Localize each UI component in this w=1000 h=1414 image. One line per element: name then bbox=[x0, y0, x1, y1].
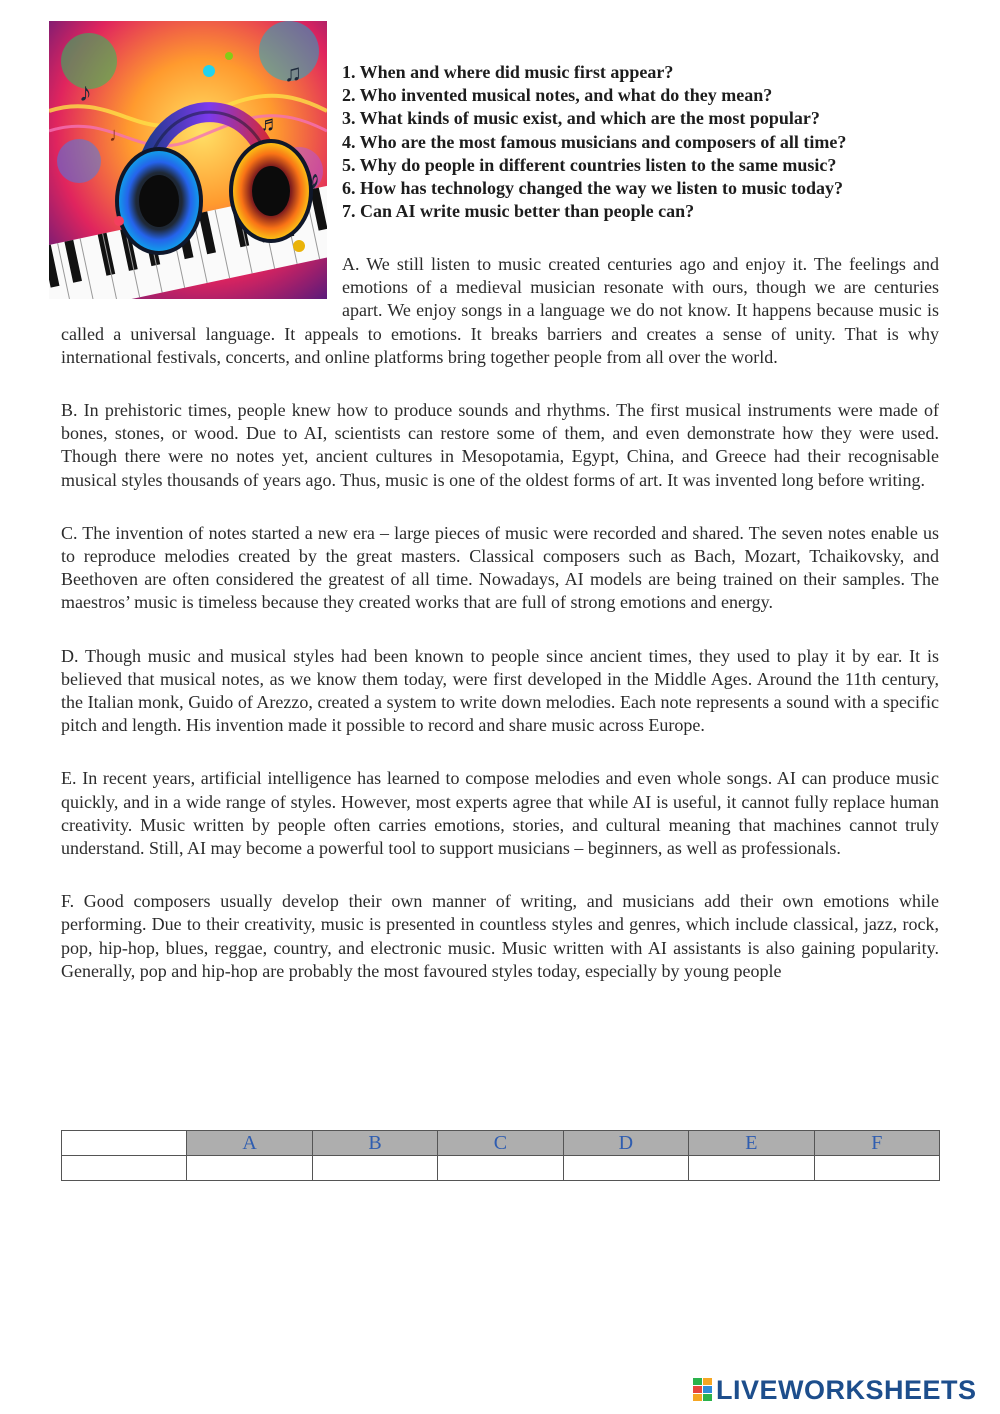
answer-cell-f[interactable] bbox=[814, 1156, 939, 1181]
question-item: 6. How has technology changed the way we listen to music today? bbox=[342, 178, 844, 199]
answer-table bbox=[61, 1130, 940, 1181]
svg-text:♬: ♬ bbox=[259, 111, 281, 136]
paragraph-b: B. In prehistoric times, people knew how to produce sounds and rhythms. The first musical instruments were made of bones, stones, or wood. Due to AI, scientists can restore some of them, and even demonstrate how they were used. Though there were no notes yet, ancient cultures in Mesopotamia, Egypt, China, and Greece had their recognisable musical styles thousands of years ago. Thus, music is one of the oldest forms of art. It was invented long before writing. bbox=[61, 400, 939, 490]
question-item: 7. Can AI write music better than people can? bbox=[342, 201, 695, 222]
answer-cell-c[interactable] bbox=[438, 1156, 563, 1181]
header-cell-b: B bbox=[312, 1131, 437, 1156]
header-cell-e: E bbox=[689, 1131, 814, 1156]
answer-table-header-row bbox=[62, 1131, 940, 1156]
svg-text:♩: ♩ bbox=[109, 124, 129, 146]
paragraph-f: F. Good composers usually develop their own manner of writing, and musicians add their own emotions while performing. Due to their creativity, music is presented in countless styles and genres, which include classical, jazz, rock, pop, hip-hop, blues, reggae, country, and electronic music. Music written with AI assistants is also gaining popularity. Generally, pop and hip-hop are probably the most favoured styles today, especially by young people bbox=[61, 891, 939, 981]
paragraph-a: A. We still listen to music created centuries ago and enjoy it. The feelings and emotions of a medieval musician resonate with ours, though we are centuries apart. We enjoy songs in a language we do not know. It happens because music is called a universal language. It appeals to emotions. It breaks barriers and creates a sense of unity. That is why international festivals, concerts, and online platforms bring together people from all over the world. bbox=[61, 254, 939, 367]
question-item: 1. When and where did music first appear? bbox=[342, 62, 674, 82]
question-item: 4. Who are the most famous musicians and composers of all time? bbox=[342, 131, 847, 152]
svg-text:♫: ♫ bbox=[284, 61, 302, 87]
header-cell-d: D bbox=[563, 1131, 688, 1156]
logo-text: LIVEWORKSHEETS bbox=[716, 1374, 977, 1405]
answer-label-cell bbox=[62, 1156, 187, 1181]
svg-text:♪: ♪ bbox=[79, 78, 92, 107]
reading-text bbox=[61, 253, 939, 1013]
paragraph-e: E. In recent years, artificial intelligence has learned to compose melodies and even whole songs. AI can produce music quickly, and in a wide range of styles. However, most experts agree that while AI is useful, it cannot fully replace human creativity. Music written by people often carries emotions, stories, and cultural meaning that machines cannot truly understand. Still, AI may become a powerful tool to support musicians – beginners, as well as professionals. bbox=[61, 768, 939, 859]
question-item: 5. Why do people in different countries listen to the same music? bbox=[342, 154, 837, 175]
question-item: 2. Who invented musical notes, and what do they mean? bbox=[342, 85, 773, 106]
image-wrap-spacer bbox=[61, 253, 342, 300]
header-cell-a: A bbox=[187, 1131, 312, 1156]
answer-cell-e[interactable] bbox=[689, 1156, 814, 1181]
question-list bbox=[342, 61, 962, 223]
answer-cell-a[interactable] bbox=[187, 1156, 312, 1181]
liveworksheets-logo[interactable] bbox=[693, 1376, 977, 1404]
paragraph-c: C. The invention of notes started a new era – large pieces of music were recorded and shared. The seven notes enable us to reproduce melodies created by the great masters. Classical composers such as Bach, Mozart, Tchaikovsky, and Beethoven are often considered the greatest of all time. Nowadays, AI models are being trained on their samples. The maestros’ music is timeless because they created works that are full of strong emotions and energy. bbox=[61, 522, 939, 613]
answer-cell-b[interactable] bbox=[312, 1156, 437, 1181]
header-cell-f: F bbox=[814, 1131, 939, 1156]
logo-blocks-icon bbox=[693, 1378, 713, 1402]
answer-cell-d[interactable] bbox=[563, 1156, 688, 1181]
paragraph-d: D. Though music and musical styles had been known to people since ancient times, they used to play it by ear. It is believed that musical notes, as we know them today, were first developed in the Middle Ages. Around the 11th century, the Italian monk, Guido of Arezzo, created a system to write down melodies. Each note represents a sound with a specific pitch and length. His invention made it possible to record and share music across Europe. bbox=[61, 645, 939, 736]
header-cell-c: C bbox=[438, 1131, 563, 1156]
answer-table-input-row bbox=[62, 1156, 940, 1181]
question-item: 3. What kinds of music exist, and which are the most popular? bbox=[342, 108, 820, 129]
header-blank-cell bbox=[62, 1131, 187, 1156]
